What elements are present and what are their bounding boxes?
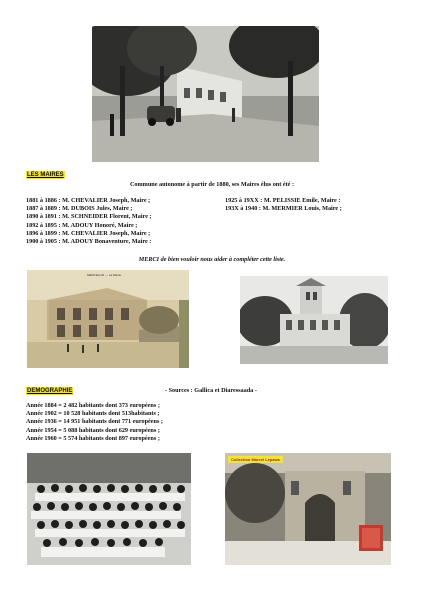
list-item: Année 1954 = 5 088 habitants dont 629 européens ; (26, 426, 160, 434)
list-item: 1887 à 1889 : M. DUBOIS Jules, Maire ; (26, 205, 133, 213)
demographie-list (26, 402, 163, 443)
street-photo (92, 26, 319, 162)
mairie-photo (27, 270, 189, 368)
list-item: 1896 à 1899 : M. CHEVALIER Joseph, Maire ; (26, 229, 151, 237)
list-item: Année 1902 = 10 528 habitants dont 513habitants ; (26, 410, 160, 418)
list-item: 1925 à 19XX : M. PELISSIE Emile, Maire : (225, 197, 341, 204)
demographie-heading: DEMOGRAPHIE (27, 388, 73, 394)
maires-intro: Commune autonome à partir de 1880, ses Maires élus ont été : (129, 181, 295, 188)
villa-photo (240, 276, 388, 364)
merci-note: MERCI de bien vouloir nous aider à compléter cette liste. (138, 256, 286, 263)
mairie-caption: MERCELLIN — La Mairie (87, 273, 122, 277)
list-item: 193X à 1940 : M. MERMIER Louis, Maire ; (225, 205, 342, 213)
demographie-sources: - Sources : Gallica et Diaressaada - (165, 387, 257, 394)
list-item: Année 1960 = 5 574 habitants dont 897 européens ; (26, 434, 160, 442)
maires-heading: LES MAIRES (27, 172, 64, 178)
list-item: 1900 à 1905 : M. ADOUY Bonaventure, Maire : (26, 238, 152, 246)
list-item: Année 1884 = 2 482 habitants dont 373 européens ; (26, 402, 160, 409)
postcard-photo (225, 453, 391, 565)
list-item: 1890 à 1891 : M. SCHNEIDER Florent, Maire ; (26, 213, 152, 221)
class-photo (27, 453, 191, 565)
maires-list-right (225, 197, 342, 213)
list-item: 1892 à 1895 : M. ADOUY Honoré, Maire ; (26, 221, 138, 229)
maires-list-left (26, 197, 152, 246)
list-item: Année 1936 = 14 951 habitants dont 771 européens ; (26, 418, 163, 426)
list-item: 1881 à 1886 : M. CHEVALIER Joseph, Maire ; (26, 197, 151, 204)
postcard-banner: Collection Marcel Lepaws (228, 456, 283, 463)
